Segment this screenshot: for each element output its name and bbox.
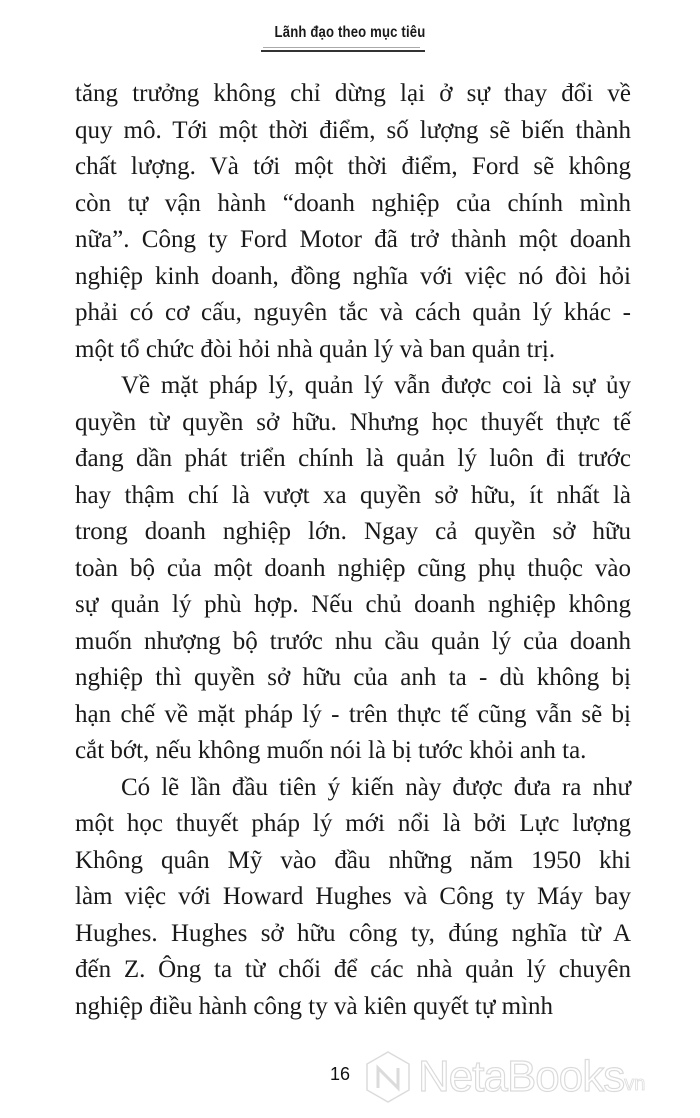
text-line: hạn chế về mặt pháp lý - trên thực tế cũng vẫn sẽ bị [75, 700, 631, 728]
text-line: một học thuyết pháp lý mới nổi là bởi Lực lượng [75, 810, 631, 837]
text-line: toàn bộ của một doanh nghiệp cũng phụ thuộc vào [75, 554, 631, 582]
netabooks-logo-icon [364, 1050, 412, 1104]
text-line: còn tự vận hành “doanh nghiệp của chính mình [75, 189, 631, 217]
paragraph [75, 76, 631, 368]
text-line: đang dần phát triển chính là quản lý luôn đi trước [75, 445, 631, 472]
text-line: tăng trưởng không chỉ dừng lại ở sự thay đổi về [75, 80, 631, 107]
text-line: Hughes. Hughes sở hữu công ty, đúng nghĩa từ A [75, 919, 631, 947]
header-rule-thick [261, 50, 425, 52]
text-line: nghiệp thì quyền sở hữu của anh ta - dù không bị [75, 664, 631, 691]
text-line: Có lẽ lần đầu tiên ý kiến này được đưa ra như [121, 773, 631, 801]
paragraph [75, 770, 631, 1026]
paragraph [75, 368, 631, 770]
text-line: trong doanh nghiệp lớn. Ngay cả quyền sở hữu [75, 518, 631, 545]
text-line: Về mặt pháp lý, quản lý vẫn được coi là sự ủy [121, 372, 631, 399]
text-line: quy mô. Tới một thời điểm, số lượng sẽ biến thành [75, 116, 631, 144]
header-title: Lãnh đạo theo mục tiêu [274, 24, 426, 41]
header-rule-thin [263, 47, 420, 48]
netabooks-watermark [364, 1050, 645, 1104]
text-line: hay thậm chí là vượt xa quyền sở hữu, ít nhất là [75, 481, 631, 509]
page-body [75, 76, 631, 1025]
text-line: muốn nhượng bộ trước nhu cầu quản lý của doanh [75, 627, 631, 655]
text-line: nữa”. Công ty Ford Motor đã trở thành một doanh [75, 226, 631, 253]
text-line: phải có cơ cấu, nguyên tắc và cách quản lý khác - [75, 299, 631, 326]
running-header [0, 24, 700, 42]
text-line: nghiệp kinh doanh, đồng nghĩa với việc nó đòi hỏi [75, 262, 631, 290]
text-line: chất lượng. Và tới một thời điểm, Ford sẽ không [75, 153, 631, 180]
text-line: làm việc với Howard Hughes và Công ty Máy bay [75, 883, 631, 910]
text-line: nghiệp điều hành công ty và kiên quyết tự mình [75, 992, 554, 1020]
watermark-suffix: vn [624, 1072, 646, 1095]
text-line: đến Z. Ông ta từ chối để các nhà quản lý chuyên [75, 956, 631, 983]
text-line: cắt bớt, nếu không muốn nói là bị tước khỏi anh ta. [75, 737, 587, 764]
text-line: Không quân Mỹ vào đầu những năm 1950 khi [75, 846, 631, 874]
page-number: 16 [330, 1064, 351, 1084]
text-line: một tổ chức đòi hỏi nhà quản lý và ban quản trị. [75, 335, 556, 363]
text-line: sự quản lý phù hợp. Nếu chủ doanh nghiệp không [75, 591, 631, 618]
text-line: quyền từ quyền sở hữu. Nhưng học thuyết thực tế [75, 408, 631, 436]
watermark-text: NetaBooks [418, 1052, 625, 1101]
